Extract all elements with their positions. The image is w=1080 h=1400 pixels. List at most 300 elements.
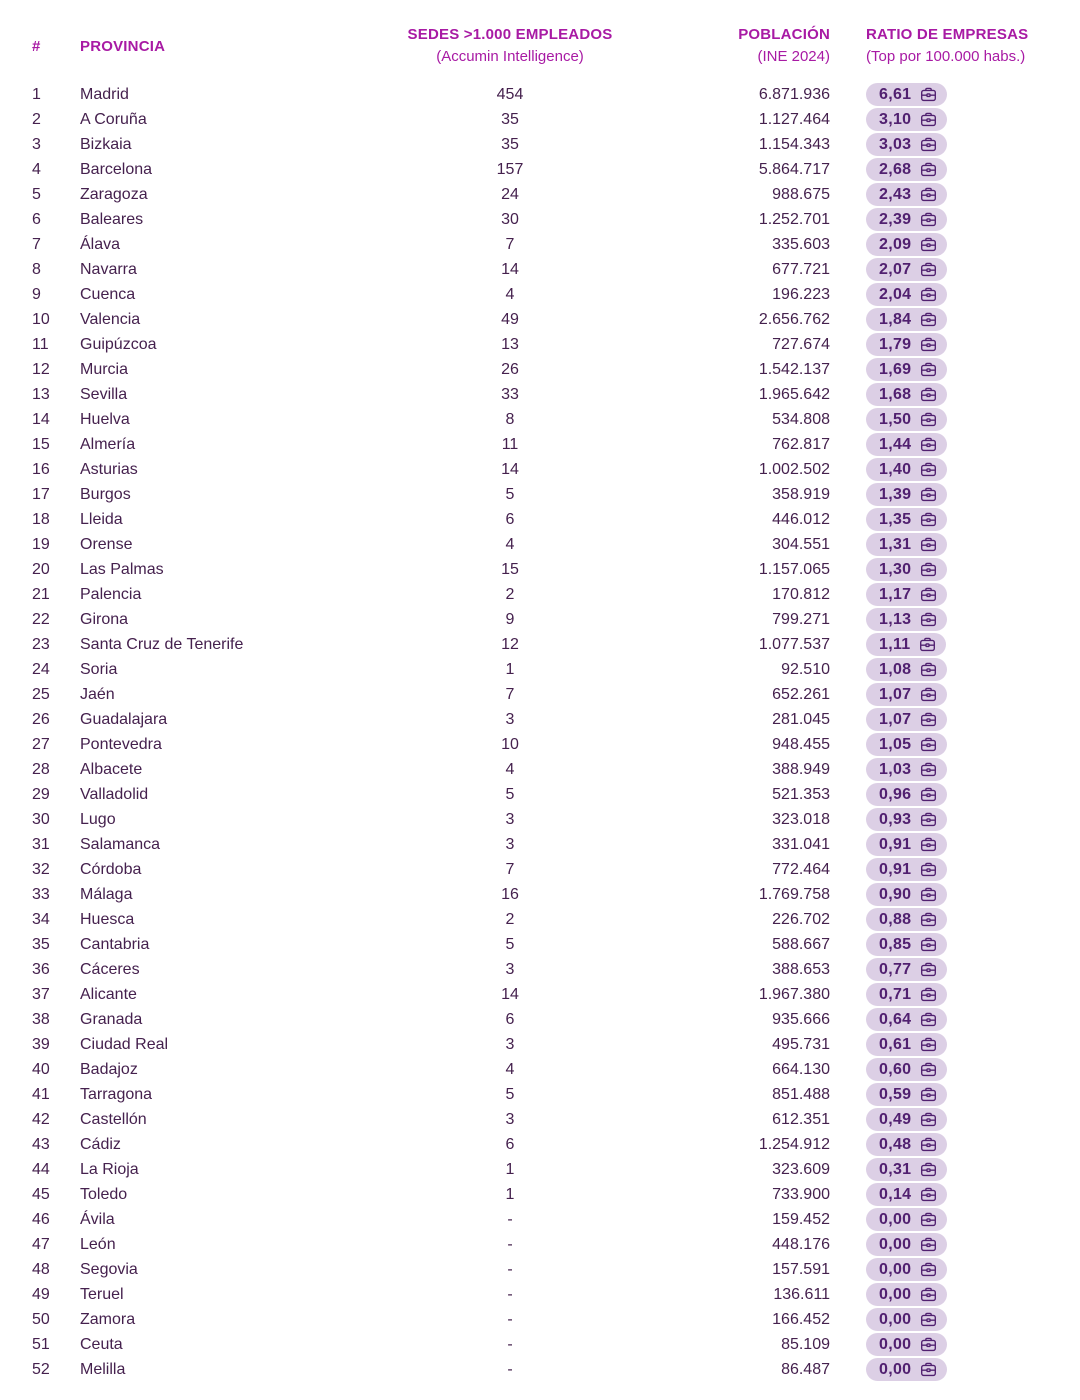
ratio-badge xyxy=(866,258,947,281)
ratio-cell xyxy=(830,532,1047,557)
poblacion-cell: 446.012 xyxy=(772,511,830,528)
table-row xyxy=(32,682,1047,707)
provincia-cell: Huelva xyxy=(80,411,130,428)
ratio-cell xyxy=(830,807,1047,832)
rank-cell: 46 xyxy=(32,1211,50,1228)
poblacion-cell: 331.041 xyxy=(772,836,830,853)
ratio-cell xyxy=(830,682,1047,707)
table-row xyxy=(32,382,1047,407)
rank-cell: 30 xyxy=(32,811,50,828)
rank-cell: 48 xyxy=(32,1261,50,1278)
ratio-value: 2,43 xyxy=(879,186,912,204)
ratio-cell xyxy=(830,1107,1047,1132)
provincia-cell: Valencia xyxy=(80,311,141,328)
ratio-cell xyxy=(830,1157,1047,1182)
ratio-cell xyxy=(830,832,1047,857)
briefcase-icon xyxy=(920,1161,937,1178)
table-row xyxy=(32,307,1047,332)
header-rank-label: # xyxy=(32,37,41,55)
provincia-cell: Huesca xyxy=(80,911,135,928)
provincia-cell: Ciudad Real xyxy=(80,1036,169,1053)
ratio-value: 1,40 xyxy=(879,461,912,479)
ratio-cell xyxy=(830,207,1047,232)
briefcase-icon xyxy=(920,236,937,253)
ratio-value: 2,68 xyxy=(879,161,912,179)
sedes-cell: 8 xyxy=(505,411,515,428)
ratio-value: 1,39 xyxy=(879,486,912,504)
rank-cell: 13 xyxy=(32,386,50,403)
ratio-badge xyxy=(866,1033,947,1056)
header-sedes xyxy=(380,24,640,68)
poblacion-cell: 762.817 xyxy=(772,436,830,453)
briefcase-icon xyxy=(920,86,937,103)
ratio-badge xyxy=(866,533,947,556)
sedes-cell: 7 xyxy=(505,861,515,878)
ratio-badge xyxy=(866,283,947,306)
ratio-value: 3,03 xyxy=(879,136,912,154)
poblacion-cell: 1.127.464 xyxy=(758,111,830,128)
provincia-cell: Cáceres xyxy=(80,961,140,978)
ratio-cell xyxy=(830,957,1047,982)
ratio-value: 0,31 xyxy=(879,1161,912,1179)
table-row xyxy=(32,932,1047,957)
table-row xyxy=(32,1007,1047,1032)
ratio-value: 1,13 xyxy=(879,611,912,629)
sedes-cell: 5 xyxy=(505,786,515,803)
table-row xyxy=(32,782,1047,807)
ratio-value: 3,10 xyxy=(879,111,912,129)
ratio-value: 0,48 xyxy=(879,1136,912,1154)
briefcase-icon xyxy=(920,1286,937,1303)
ratio-value: 1,68 xyxy=(879,386,912,404)
briefcase-icon xyxy=(920,1211,937,1228)
table-header-row xyxy=(32,24,1047,68)
table-row xyxy=(32,1257,1047,1282)
ratio-badge xyxy=(866,433,947,456)
ratio-value: 0,61 xyxy=(879,1036,912,1054)
rank-cell: 51 xyxy=(32,1336,50,1353)
provincia-cell: Murcia xyxy=(80,361,129,378)
rank-cell: 19 xyxy=(32,536,50,553)
sedes-cell: 1 xyxy=(505,661,515,678)
sedes-cell: 14 xyxy=(501,986,519,1003)
poblacion-cell: 170.812 xyxy=(772,586,830,603)
briefcase-icon xyxy=(920,661,937,678)
ratio-badge xyxy=(866,683,947,706)
rank-cell: 10 xyxy=(32,311,50,328)
ratio-badge xyxy=(866,708,947,731)
rank-cell: 44 xyxy=(32,1161,50,1178)
rank-cell: 26 xyxy=(32,711,50,728)
table-row xyxy=(32,1032,1047,1057)
table-row xyxy=(32,507,1047,532)
provincia-cell: Toledo xyxy=(80,1186,128,1203)
provincia-cell: Zamora xyxy=(80,1311,136,1328)
table-row xyxy=(32,1232,1047,1257)
poblacion-cell: 5.864.717 xyxy=(758,161,830,178)
rank-cell: 36 xyxy=(32,961,50,978)
sedes-cell: 6 xyxy=(505,1136,515,1153)
briefcase-icon xyxy=(920,861,937,878)
briefcase-icon xyxy=(920,461,937,478)
ratio-value: 1,50 xyxy=(879,411,912,429)
ratio-value: 0,00 xyxy=(879,1311,912,1329)
provincia-cell: Granada xyxy=(80,1011,143,1028)
ratio-value: 1,44 xyxy=(879,436,912,454)
poblacion-cell: 664.130 xyxy=(772,1061,830,1078)
ratio-value: 2,09 xyxy=(879,236,912,254)
ratio-cell xyxy=(830,157,1047,182)
ratio-value: 0,00 xyxy=(879,1361,912,1379)
ratio-badge xyxy=(866,1158,947,1181)
poblacion-cell: 388.949 xyxy=(772,761,830,778)
table-row xyxy=(32,232,1047,257)
sedes-cell: 1 xyxy=(505,1186,515,1203)
sedes-cell: 11 xyxy=(501,436,519,453)
ratio-cell xyxy=(830,132,1047,157)
ratio-cell xyxy=(830,507,1047,532)
rank-cell: 49 xyxy=(32,1286,50,1303)
ratio-cell xyxy=(830,107,1047,132)
briefcase-icon xyxy=(920,561,937,578)
header-sedes-label: SEDES >1.000 EMPLEADOS xyxy=(407,26,613,43)
ratio-badge xyxy=(866,183,947,206)
table-row xyxy=(32,607,1047,632)
ratio-cell xyxy=(830,407,1047,432)
rank-cell: 32 xyxy=(32,861,50,878)
provincia-cell: Navarra xyxy=(80,261,137,278)
briefcase-icon xyxy=(920,361,937,378)
rank-cell: 50 xyxy=(32,1311,50,1328)
briefcase-icon xyxy=(920,761,937,778)
sedes-cell: 35 xyxy=(501,111,519,128)
ratio-cell xyxy=(830,1232,1047,1257)
briefcase-icon xyxy=(920,511,937,528)
ratio-cell xyxy=(830,1032,1047,1057)
provincia-cell: Segovia xyxy=(80,1261,138,1278)
table-row xyxy=(32,407,1047,432)
briefcase-icon xyxy=(920,1311,937,1328)
provincia-cell: Burgos xyxy=(80,486,131,503)
rank-cell: 14 xyxy=(32,411,50,428)
rank-cell: 41 xyxy=(32,1086,50,1103)
ratio-cell xyxy=(830,882,1047,907)
ratio-cell xyxy=(830,1082,1047,1107)
ratio-value: 1,08 xyxy=(879,661,912,679)
rank-cell: 21 xyxy=(32,586,50,603)
briefcase-icon xyxy=(920,486,937,503)
header-ratio-label: RATIO DE EMPRESAS xyxy=(866,26,1029,43)
rank-cell: 1 xyxy=(32,86,41,103)
provincia-cell: Málaga xyxy=(80,886,133,903)
table-row xyxy=(32,807,1047,832)
provincia-cell: Palencia xyxy=(80,586,142,603)
sedes-cell: 14 xyxy=(501,461,519,478)
rank-cell: 40 xyxy=(32,1061,50,1078)
sedes-cell: 16 xyxy=(501,886,519,903)
ratio-value: 1,84 xyxy=(879,311,912,329)
poblacion-cell: 652.261 xyxy=(772,686,830,703)
ratio-value: 0,59 xyxy=(879,1086,912,1104)
rank-cell: 11 xyxy=(32,336,49,353)
ratio-value: 1,31 xyxy=(879,536,912,554)
briefcase-icon xyxy=(920,1361,937,1378)
briefcase-icon xyxy=(920,1186,937,1203)
provincia-cell: Lleida xyxy=(80,511,123,528)
sedes-cell: - xyxy=(507,1236,513,1253)
ratio-value: 2,39 xyxy=(879,211,912,229)
sedes-cell: 3 xyxy=(505,961,515,978)
table-row xyxy=(32,1157,1047,1182)
rank-cell: 27 xyxy=(32,736,50,753)
sedes-cell: 454 xyxy=(496,86,524,103)
ratio-badge xyxy=(866,1108,947,1131)
sedes-cell: 157 xyxy=(496,161,524,178)
ratio-cell xyxy=(830,757,1047,782)
ratio-value: 1,07 xyxy=(879,711,912,729)
ratio-badge xyxy=(866,858,947,881)
table-row xyxy=(32,907,1047,932)
ratio-cell xyxy=(830,1282,1047,1307)
sedes-cell: - xyxy=(507,1311,513,1328)
briefcase-icon xyxy=(920,1086,937,1103)
table-row xyxy=(32,82,1047,107)
briefcase-icon xyxy=(920,436,937,453)
ratio-badge xyxy=(866,458,947,481)
poblacion-cell: 1.965.642 xyxy=(758,386,830,403)
ratio-value: 0,64 xyxy=(879,1011,912,1029)
ratio-badge xyxy=(866,558,947,581)
poblacion-cell: 323.018 xyxy=(772,811,830,828)
ratio-value: 6,61 xyxy=(879,86,912,104)
rank-cell: 52 xyxy=(32,1361,50,1378)
briefcase-icon xyxy=(920,161,937,178)
table-row xyxy=(32,732,1047,757)
ratio-cell xyxy=(830,282,1047,307)
rank-cell: 39 xyxy=(32,1036,50,1053)
ratio-badge xyxy=(866,783,947,806)
briefcase-icon xyxy=(920,961,937,978)
ratio-badge xyxy=(866,333,947,356)
ratio-badge xyxy=(866,958,947,981)
rank-cell: 47 xyxy=(32,1236,50,1253)
ratio-cell xyxy=(830,382,1047,407)
header-ratio xyxy=(830,24,1047,68)
rank-cell: 20 xyxy=(32,561,50,578)
ratio-badge xyxy=(866,1183,947,1206)
ratio-badge xyxy=(866,233,947,256)
table-row xyxy=(32,582,1047,607)
poblacion-cell: 1.769.758 xyxy=(758,886,830,903)
ratio-cell xyxy=(830,457,1047,482)
poblacion-cell: 727.674 xyxy=(772,336,830,353)
provincia-cell: Guipúzcoa xyxy=(80,336,157,353)
briefcase-icon xyxy=(920,336,937,353)
poblacion-cell: 157.591 xyxy=(772,1261,830,1278)
table-row xyxy=(32,1182,1047,1207)
sedes-cell: 15 xyxy=(501,561,519,578)
ratio-cell xyxy=(830,1357,1047,1382)
ratio-cell xyxy=(830,732,1047,757)
poblacion-cell: 358.919 xyxy=(772,486,830,503)
ratio-value: 0,90 xyxy=(879,886,912,904)
ratio-value: 0,00 xyxy=(879,1336,912,1354)
table-row xyxy=(32,282,1047,307)
briefcase-icon xyxy=(920,286,937,303)
header-poblacion-subtitle: (INE 2024) xyxy=(757,48,830,65)
provincia-cell: Lugo xyxy=(80,811,116,828)
table-row xyxy=(32,1357,1047,1382)
briefcase-icon xyxy=(920,311,937,328)
rank-cell: 43 xyxy=(32,1136,50,1153)
table-row xyxy=(32,432,1047,457)
provincia-cell: Badajoz xyxy=(80,1061,138,1078)
ratio-cell xyxy=(830,232,1047,257)
rank-cell: 15 xyxy=(32,436,50,453)
provincia-cell: Orense xyxy=(80,536,133,553)
briefcase-icon xyxy=(920,411,937,428)
sedes-cell: - xyxy=(507,1361,513,1378)
ratio-badge xyxy=(866,833,947,856)
provincia-cell: A Coruña xyxy=(80,111,147,128)
ratio-cell xyxy=(830,907,1047,932)
rank-cell: 12 xyxy=(32,361,50,378)
rank-cell: 34 xyxy=(32,911,50,928)
ratio-value: 0,85 xyxy=(879,936,912,954)
poblacion-cell: 935.666 xyxy=(772,1011,830,1028)
header-poblacion-label: POBLACIÓN xyxy=(738,26,830,43)
sedes-cell: 3 xyxy=(505,1036,515,1053)
ratio-value: 0,00 xyxy=(879,1286,912,1304)
header-ratio-subtitle: (Top por 100.000 habs.) xyxy=(866,48,1026,65)
briefcase-icon xyxy=(920,936,937,953)
poblacion-cell: 388.653 xyxy=(772,961,830,978)
poblacion-cell: 85.109 xyxy=(781,1336,830,1353)
provincia-cell: Córdoba xyxy=(80,861,142,878)
rank-cell: 17 xyxy=(32,486,50,503)
ratio-badge xyxy=(866,158,947,181)
ratio-cell xyxy=(830,357,1047,382)
table-row xyxy=(32,1282,1047,1307)
sedes-cell: 14 xyxy=(501,261,519,278)
ratio-value: 0,00 xyxy=(879,1261,912,1279)
rank-cell: 22 xyxy=(32,611,50,628)
rank-cell: 37 xyxy=(32,986,50,1003)
ratio-badge xyxy=(866,1208,947,1231)
ratio-badge xyxy=(866,1133,947,1156)
header-sedes-subtitle: (Accumin Intelligence) xyxy=(436,48,584,65)
provincia-cell: Albacete xyxy=(80,761,143,778)
sedes-cell: 7 xyxy=(505,236,515,253)
provincia-cell: Ávila xyxy=(80,1211,115,1228)
table-row xyxy=(32,332,1047,357)
ratio-cell xyxy=(830,182,1047,207)
sedes-cell: - xyxy=(507,1261,513,1278)
ratio-badge xyxy=(866,983,947,1006)
table-row xyxy=(32,182,1047,207)
poblacion-cell: 166.452 xyxy=(772,1311,830,1328)
poblacion-cell: 988.675 xyxy=(772,186,830,203)
table-row xyxy=(32,1207,1047,1232)
sedes-cell: 4 xyxy=(505,1061,515,1078)
rank-cell: 33 xyxy=(32,886,50,903)
ratio-value: 1,69 xyxy=(879,361,912,379)
provincia-cell: Melilla xyxy=(80,1361,126,1378)
briefcase-icon xyxy=(920,136,937,153)
poblacion-cell: 948.455 xyxy=(772,736,830,753)
ratio-badge xyxy=(866,733,947,756)
ratio-value: 0,14 xyxy=(879,1186,912,1204)
ratio-cell xyxy=(830,1007,1047,1032)
briefcase-icon xyxy=(920,536,937,553)
ratio-value: 1,17 xyxy=(879,586,912,604)
ratio-cell xyxy=(830,982,1047,1007)
header-provincia xyxy=(80,36,380,57)
poblacion-cell: 92.510 xyxy=(781,661,830,678)
provincia-cell: Girona xyxy=(80,611,129,628)
ratio-value: 2,04 xyxy=(879,286,912,304)
ratio-badge xyxy=(866,508,947,531)
header-rank xyxy=(32,36,80,57)
ratio-badge xyxy=(866,408,947,431)
rank-cell: 24 xyxy=(32,661,50,678)
briefcase-icon xyxy=(920,211,937,228)
table-row xyxy=(32,257,1047,282)
ratio-cell xyxy=(830,1257,1047,1282)
ratio-cell xyxy=(830,932,1047,957)
ratio-value: 1,79 xyxy=(879,336,912,354)
ratio-badge xyxy=(866,1308,947,1331)
ratio-cell xyxy=(830,707,1047,732)
table-row xyxy=(32,957,1047,982)
briefcase-icon xyxy=(920,1236,937,1253)
briefcase-icon xyxy=(920,736,937,753)
briefcase-icon xyxy=(920,261,937,278)
table-row xyxy=(32,207,1047,232)
poblacion-cell: 2.656.762 xyxy=(758,311,830,328)
sedes-cell: 6 xyxy=(505,1011,515,1028)
sedes-cell: - xyxy=(507,1211,513,1228)
ratio-value: 1,05 xyxy=(879,736,912,754)
briefcase-icon xyxy=(920,1061,937,1078)
sedes-cell: 4 xyxy=(505,536,515,553)
ratio-value: 0,00 xyxy=(879,1236,912,1254)
ratio-value: 0,49 xyxy=(879,1111,912,1129)
rank-cell: 5 xyxy=(32,186,41,203)
poblacion-cell: 521.353 xyxy=(772,786,830,803)
table-row xyxy=(32,657,1047,682)
table-row xyxy=(32,1307,1047,1332)
ratio-cell xyxy=(830,482,1047,507)
provincia-cell: Almería xyxy=(80,436,136,453)
briefcase-icon xyxy=(920,836,937,853)
briefcase-icon xyxy=(920,686,937,703)
poblacion-cell: 612.351 xyxy=(772,1111,830,1128)
table-row xyxy=(32,157,1047,182)
ratio-badge xyxy=(866,1283,947,1306)
ratio-badge xyxy=(866,908,947,931)
ratio-badge xyxy=(866,633,946,656)
poblacion-cell: 304.551 xyxy=(772,536,830,553)
provincia-cell: Sevilla xyxy=(80,386,128,403)
poblacion-cell: 86.487 xyxy=(781,1361,830,1378)
ratio-badge xyxy=(866,608,947,631)
sedes-cell: 4 xyxy=(505,761,515,778)
provincia-cell: Pontevedra xyxy=(80,736,162,753)
poblacion-cell: 677.721 xyxy=(772,261,830,278)
briefcase-icon xyxy=(920,186,937,203)
poblacion-cell: 136.611 xyxy=(773,1286,830,1303)
